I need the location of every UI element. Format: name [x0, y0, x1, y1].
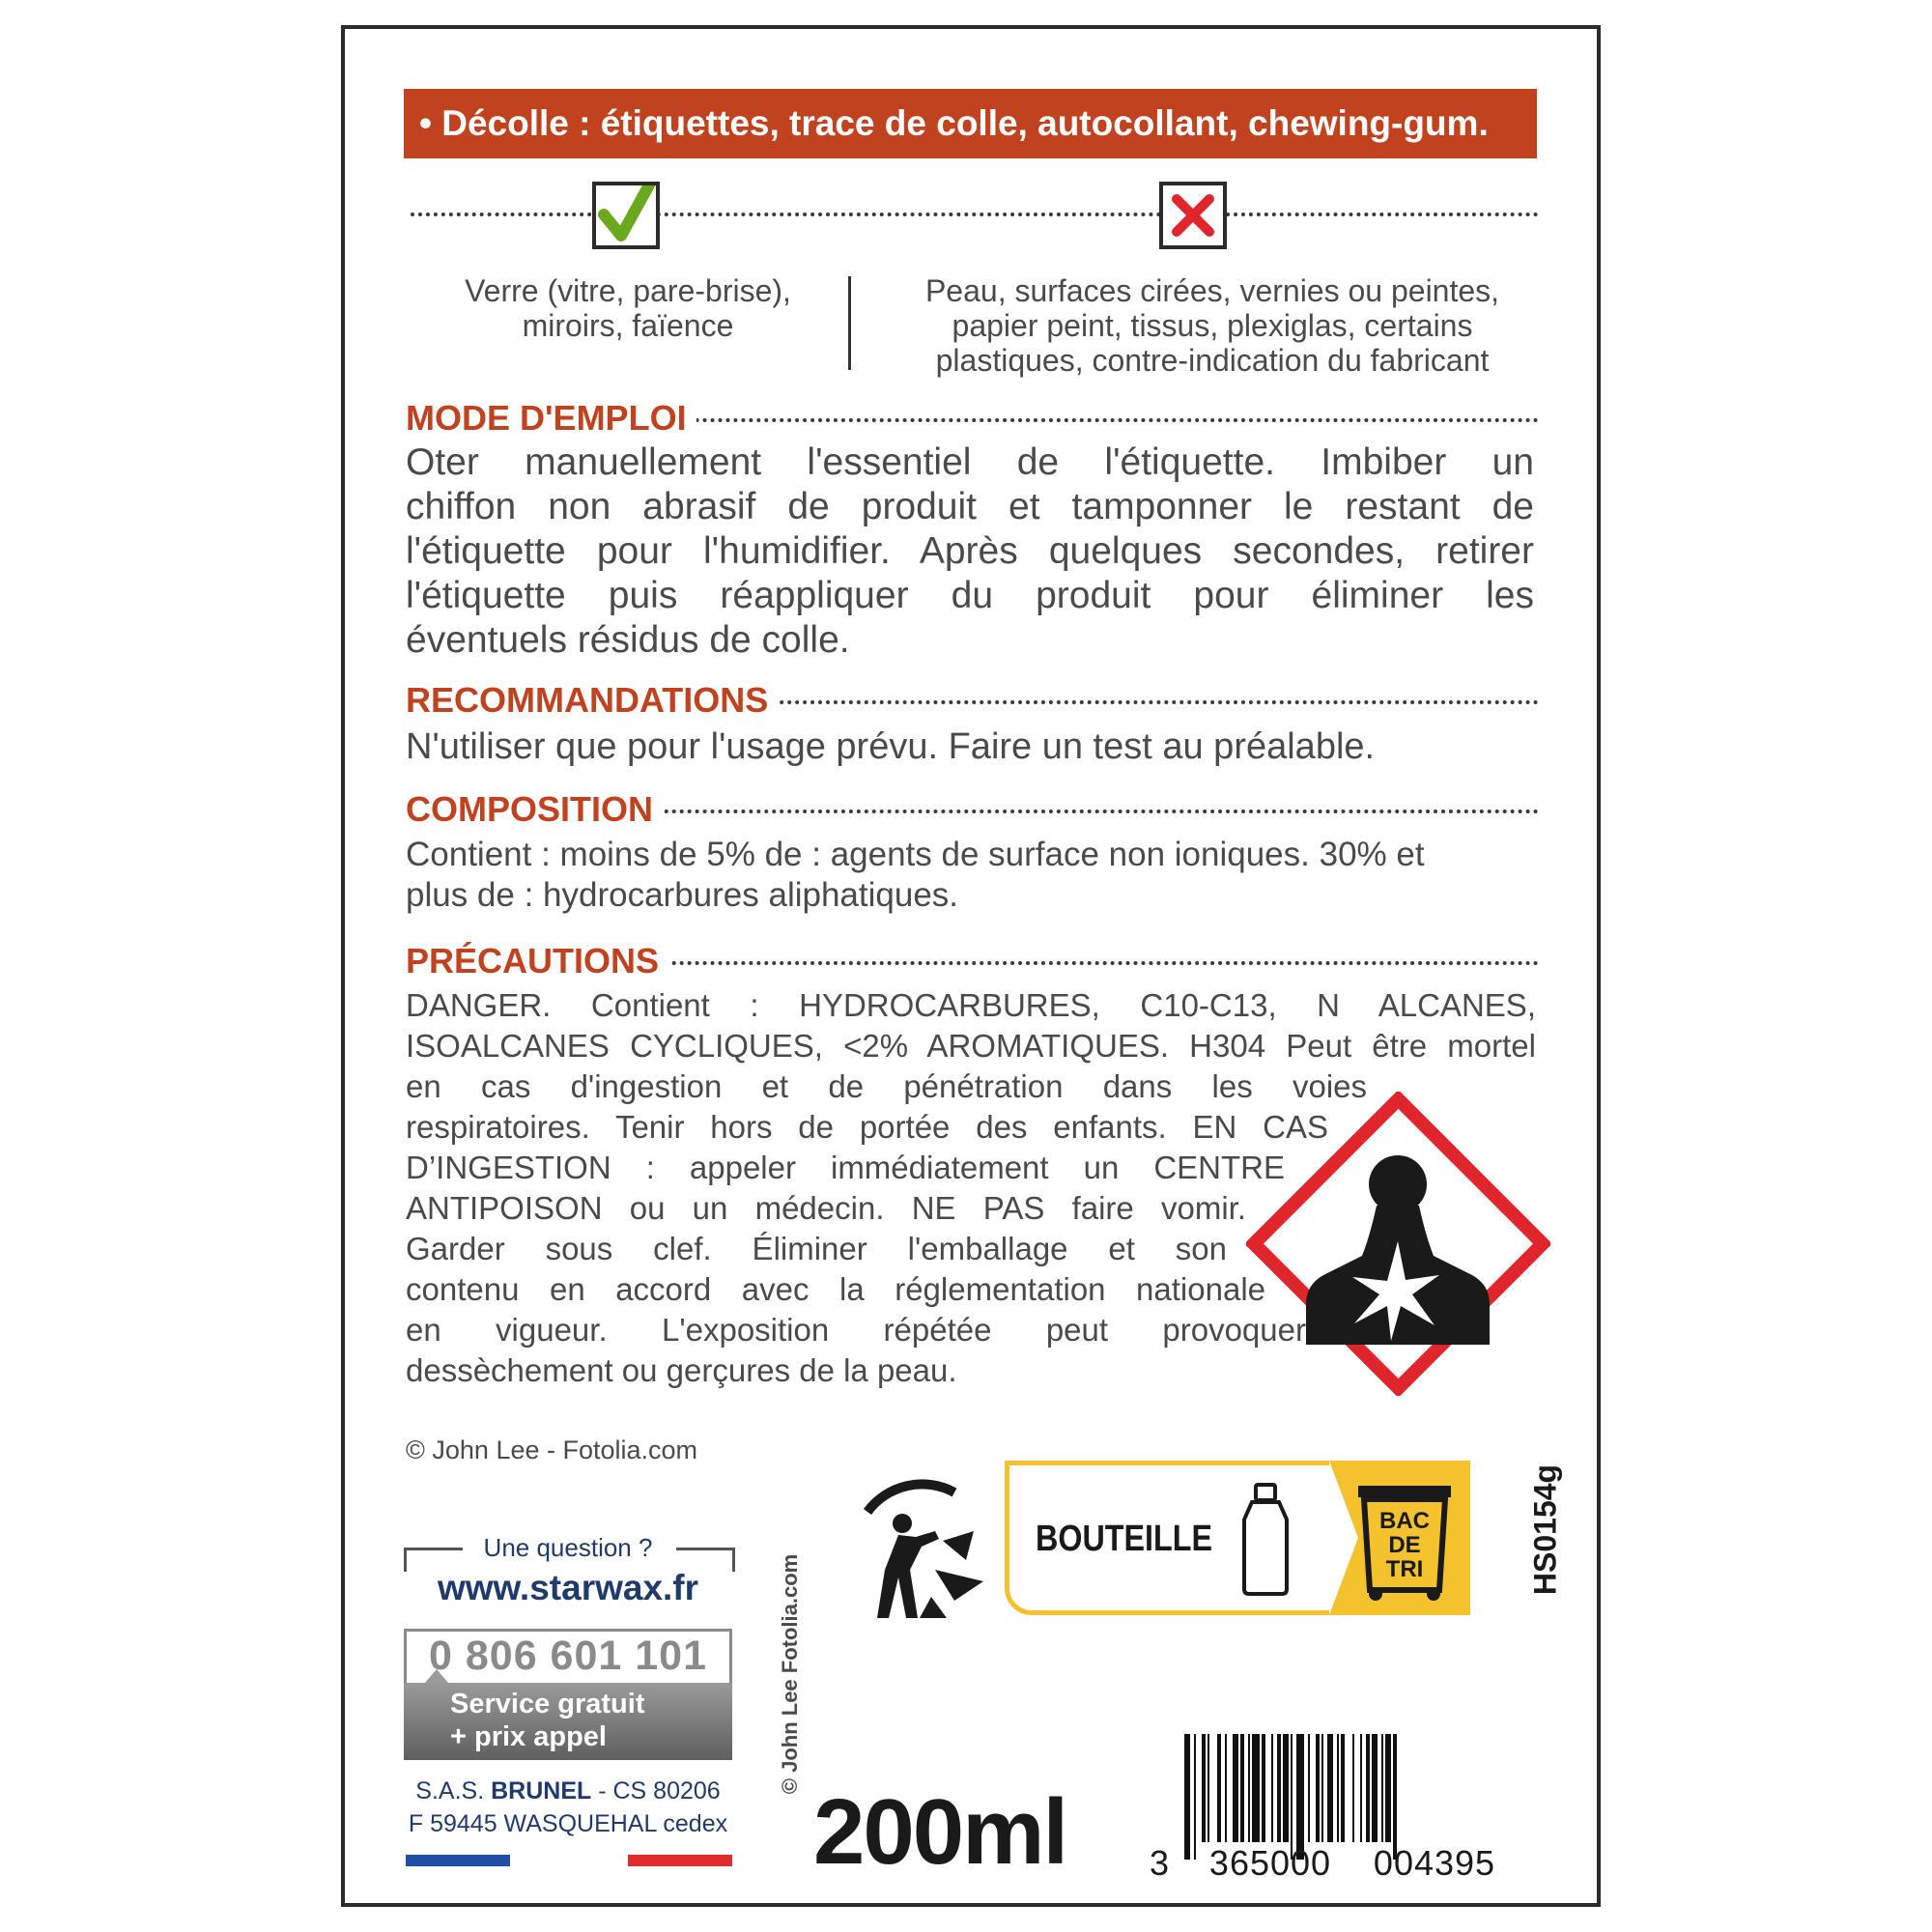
flag-blue-bar	[406, 1855, 510, 1866]
compo-line-2: plus de : hydrocarbures aliphatiques.	[406, 876, 959, 914]
precautions-line: Garder sous clef. Éliminer l'emballage et son	[406, 1231, 1227, 1266]
reco-text: N'utiliser que pour l'usage prévu. Faire un test au préalable.	[406, 726, 1376, 767]
bin-label-3: TRI	[1385, 1556, 1424, 1582]
barcode-bar	[1233, 1734, 1238, 1842]
mode-heading: MODE D'EMPLOI	[406, 398, 696, 439]
barcode-bar	[1381, 1734, 1383, 1842]
sorting-arrow	[1329, 1461, 1358, 1615]
barcode-bar	[1366, 1734, 1370, 1842]
barcode-bar	[1277, 1734, 1281, 1842]
barcode-bar	[1341, 1734, 1345, 1842]
suitable-surfaces	[406, 273, 850, 343]
barcode-bar	[1240, 1734, 1244, 1842]
suitable-line-1: Verre (vitre, pare-brise),	[465, 273, 791, 308]
bin-label-1: BAC	[1379, 1508, 1430, 1534]
barcode-bar	[1316, 1734, 1320, 1842]
barcode-bar	[1202, 1734, 1206, 1842]
unsuitable-line-2: papier peint, tissus, plexiglas, certains	[952, 308, 1473, 343]
precautions-line: respiratoires. Tenir hors de portée des enfants. EN CAS	[406, 1109, 1328, 1145]
barcode-bar	[1217, 1734, 1221, 1842]
barcode-bar	[1352, 1734, 1354, 1842]
mode-line: éventuels résidus de colle.	[406, 619, 850, 661]
barcode-bar	[1252, 1734, 1260, 1842]
barcode-bar	[1327, 1734, 1333, 1842]
precautions-line: contenu en accord avec la réglementation nationale	[406, 1271, 1265, 1307]
health-hazard-icon	[1246, 1092, 1550, 1396]
unsuitable-surfaces	[874, 273, 1550, 378]
precautions-line: D’INGESTION : appeler immédiatement un CENTRE	[406, 1150, 1285, 1185]
mode-line: l'étiquette pour l'humidifier. Après quelques secondes, retirer	[406, 530, 1534, 572]
barcode-bar	[1372, 1734, 1378, 1842]
barcode-first-digit: 3	[1150, 1843, 1170, 1883]
photo-credit-vertical: © John Lee Fotolia.com	[778, 1553, 802, 1795]
barcode-bar	[1283, 1734, 1289, 1842]
cross-box-icon	[1159, 182, 1227, 249]
vertical-separator	[848, 276, 851, 370]
barcode-bar	[1262, 1734, 1265, 1842]
photo-credit: © John Lee - Fotolia.com	[406, 1435, 698, 1464]
compo-line-1: Contient : moins de 5% de : agents de surface non ioniques. 30% et	[406, 836, 1425, 873]
compo-text	[406, 835, 1425, 916]
reference-code: HS0154g	[1527, 1463, 1563, 1596]
company-name: BRUNEL	[491, 1777, 592, 1804]
service-pointer	[425, 1669, 448, 1683]
barcode-bar	[1248, 1734, 1250, 1842]
company-suffix: - CS 80206	[591, 1777, 721, 1804]
barcode-bar	[1385, 1734, 1391, 1842]
precautions-line: dessèchement ou gerçures de la peau.	[406, 1352, 957, 1388]
precautions-line: DANGER. Contient : HYDROCARBURES, C10-C13, N ALCANES,	[406, 987, 1536, 1023]
compo-heading: COMPOSITION	[406, 789, 663, 830]
phone-number[interactable]: 0 806 601 101	[429, 1633, 707, 1679]
service-line-1: Service gratuit	[450, 1689, 645, 1719]
flag-red-bar	[628, 1855, 732, 1866]
divider-suitability	[411, 213, 1539, 216]
precautions-text-narrow	[406, 1066, 1367, 1391]
barcode-bar	[1291, 1734, 1293, 1860]
mode-line: chiffon non abrasif de produit et tamponner le restant de	[406, 486, 1534, 527]
precautions-text-wide	[406, 985, 1536, 1066]
mode-text	[406, 440, 1534, 663]
precautions-line: en vigueur. L'exposition répétée peut provoquer	[406, 1312, 1306, 1348]
mode-line: l'étiquette puis réappliquer du produit pour éliminer les	[406, 575, 1534, 616]
bottle-icon	[1236, 1483, 1294, 1597]
mode-line: Oter manuellement l'essentiel de l'étiquette. Imbiber un	[406, 441, 1534, 483]
recycling-item-label: BOUTEILLE	[1036, 1519, 1213, 1559]
barcode-bar	[1271, 1734, 1273, 1842]
barcode-bar	[1321, 1734, 1323, 1842]
triman-icon	[838, 1473, 993, 1628]
barcode-group-1: 365000	[1208, 1843, 1332, 1883]
check-box-icon	[592, 182, 660, 249]
barcode-bar	[1360, 1734, 1362, 1842]
service-badge	[404, 1683, 732, 1760]
bin-label-2: DE	[1388, 1532, 1421, 1558]
barcode-bar	[1337, 1734, 1339, 1842]
barcode-group-2: 004395	[1373, 1843, 1496, 1883]
barcode-bar	[1296, 1734, 1304, 1860]
company-address: F 59445 WASQUEHAL cedex	[408, 1810, 728, 1837]
barcode-bar	[1308, 1734, 1310, 1842]
unsuitable-line-1: Peau, surfaces cirées, vernies ou peintes,	[924, 273, 1500, 308]
precautions-heading: PRÉCAUTIONS	[406, 941, 668, 981]
service-line-2: + prix appel	[450, 1721, 607, 1752]
company-line	[404, 1777, 732, 1805]
company-prefix: S.A.S.	[415, 1777, 492, 1804]
website-link[interactable]: www.starwax.fr	[437, 1568, 699, 1607]
precautions-line: ISOALCANES CYCLIQUES, <2% AROMATIQUES. H304 Peut être mortel	[406, 1028, 1536, 1064]
barcode-bar	[1393, 1734, 1397, 1860]
barcode-bar	[1225, 1734, 1227, 1842]
bin-label	[1356, 1509, 1453, 1581]
barcode-bar	[1184, 1734, 1190, 1860]
usage-banner: • Décolle : étiquettes, trace de colle, autocollant, chewing-gum.	[404, 89, 1537, 158]
barcode-bar	[1194, 1734, 1196, 1860]
unsuitable-line-3: plastiques, contre-indication du fabricant	[935, 343, 1490, 378]
volume-label: 200ml	[813, 1780, 1067, 1884]
reco-heading: RECOMMANDATIONS	[406, 680, 778, 721]
suitable-line-2: miroirs, faïence	[522, 308, 734, 343]
precautions-line: en cas d'ingestion et de pénétration dans les voies	[406, 1068, 1367, 1104]
precautions-line: ANTIPOISON ou un médecin. NE PAS faire vomir.	[406, 1190, 1246, 1226]
contact-question: Une question ?	[483, 1533, 653, 1562]
barcode-bar	[1208, 1734, 1209, 1842]
